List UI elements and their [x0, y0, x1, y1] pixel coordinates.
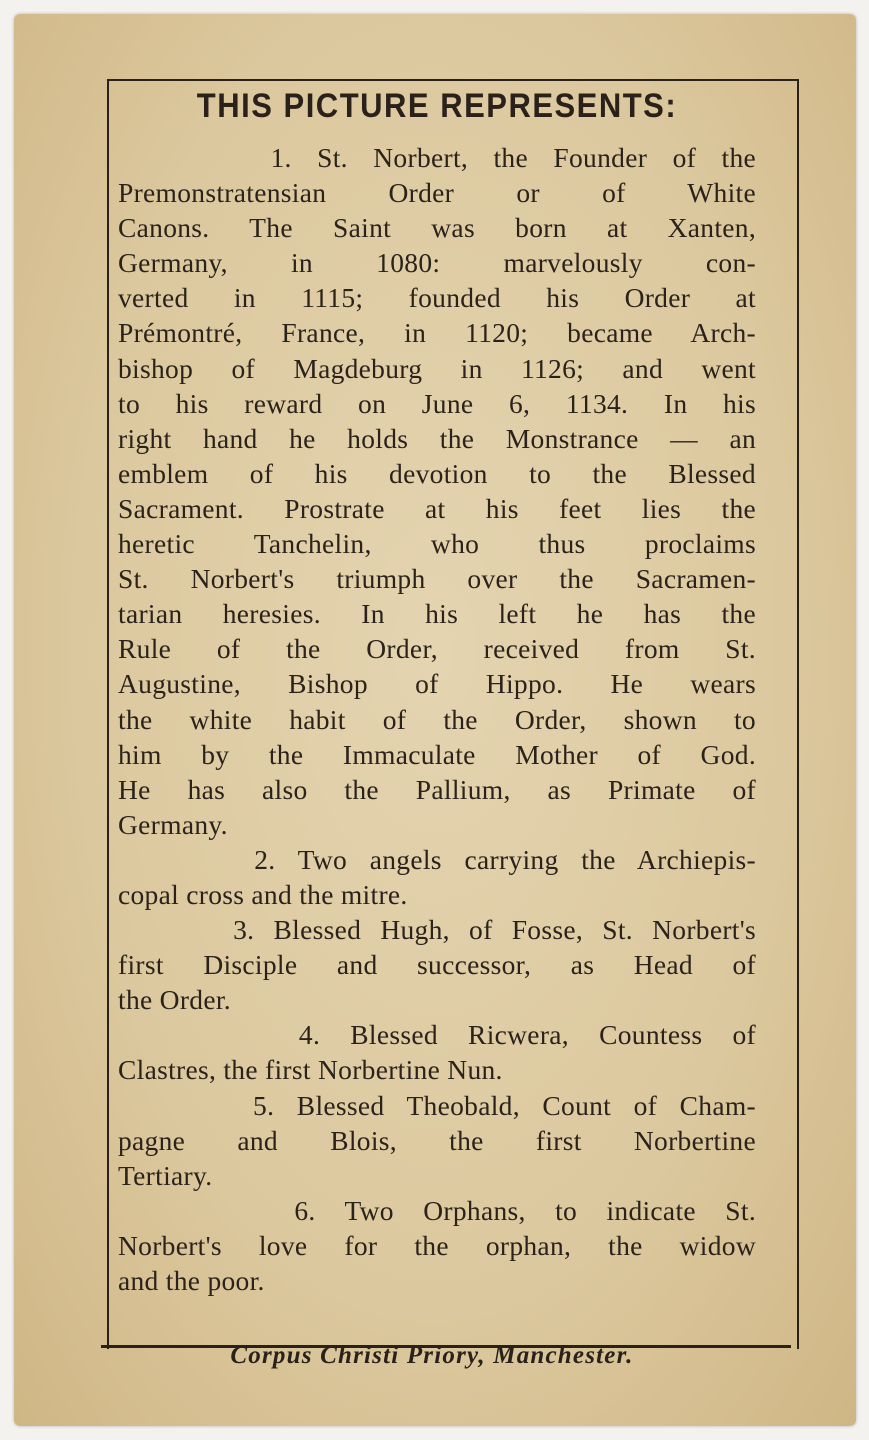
text-line: 6. Two Orphans, to indicate St. — [118, 1194, 756, 1226]
text-line: Tertiary. — [118, 1159, 213, 1191]
text-line: Sacrament. Prostrate at his feet lies the — [118, 492, 756, 524]
text-line: verted in 1115; founded his Order at — [118, 282, 756, 314]
text-line: bishop of Magdeburg in 1126; and went — [118, 352, 756, 384]
text-line: 5. Blessed Theobald, Count of Cham- — [118, 1089, 756, 1121]
text-line: St. Norbert's triumph over the Sacramen- — [118, 563, 756, 595]
description-body — [118, 140, 756, 1298]
text-line: emblem of his devotion to the Blessed — [118, 457, 756, 489]
text-line: 1. St. Norbert, the Founder of the — [118, 142, 756, 173]
text-line: him by the Immaculate Mother of God. — [118, 738, 756, 770]
text-line: first Disciple and successor, as Head of — [118, 949, 756, 981]
text-line: heretic Tanchelin, who thus proclaims — [118, 528, 756, 560]
text-line: Clastres, the first Norbertine Nun. — [118, 1054, 503, 1086]
text-line: Premonstratensian Order or of White — [118, 177, 756, 209]
text-line: to his reward on June 6, 1134. In his — [118, 387, 756, 419]
text-line: Canons. The Saint was born at Xanten, — [118, 212, 756, 244]
text-line: right hand he holds the Monstrance — an — [118, 422, 756, 454]
text-line: the Order. — [118, 984, 231, 1016]
text-line: Rule of the Order, received from St. — [118, 633, 756, 665]
text-line: 2. Two angels carrying the Archiepis- — [118, 843, 756, 875]
text-line: the white habit of the Order, shown to — [118, 703, 756, 735]
text-line: Germany. — [118, 808, 228, 840]
text-line: Germany, in 1080: marvelously con- — [118, 247, 756, 279]
text-line: pagne and Blois, the first Norbertine — [118, 1124, 756, 1156]
text-line: and the poor. — [118, 1265, 265, 1296]
text-line: 3. Blessed Hugh, of Fosse, St. Norbert's — [118, 914, 756, 946]
publisher-footer: Corpus Christi Priory, Manchester. — [230, 1342, 634, 1369]
text-line: copal cross and the mitre. — [118, 878, 408, 910]
text-line: Norbert's love for the orphan, the widow — [118, 1229, 756, 1261]
text-line: Augustine, Bishop of Hippo. He wears — [118, 668, 756, 700]
text-line: He has also the Pallium, as Primate of — [118, 773, 756, 805]
text-line: tarian heresies. In his left he has the — [118, 598, 756, 630]
text-line: Prémontré, France, in 1120; became Arch- — [118, 317, 756, 349]
page-title: THIS PICTURE REPRESENTS: — [196, 85, 678, 126]
text-line: 4. Blessed Ricwera, Countess of — [118, 1019, 756, 1051]
